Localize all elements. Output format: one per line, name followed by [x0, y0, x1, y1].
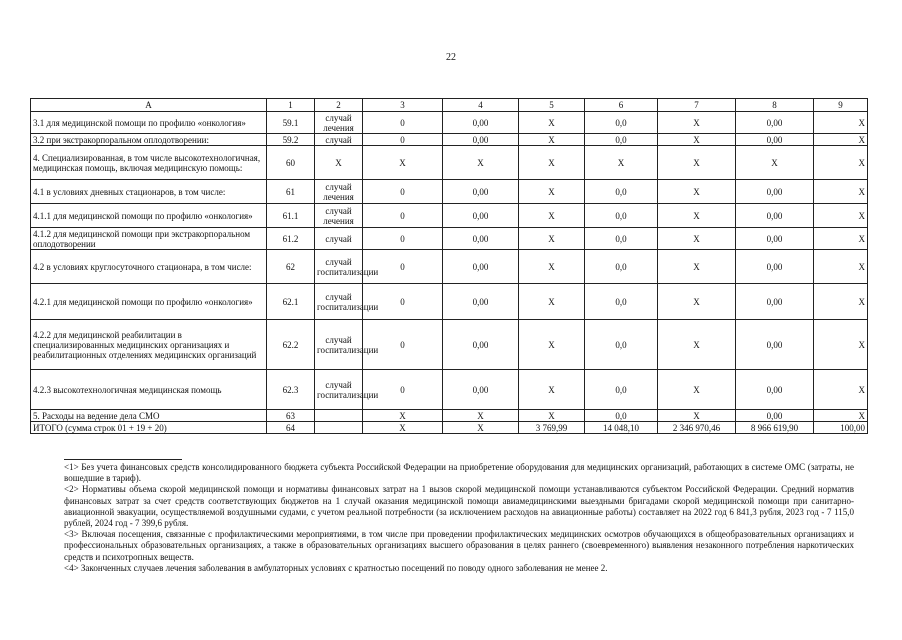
- row-col5-cell: Х: [519, 370, 585, 410]
- table-row: [31, 370, 868, 410]
- row-col4-cell: 0,00: [443, 250, 519, 284]
- row-col9-cell: Х: [814, 228, 868, 250]
- header-cell: 8: [736, 99, 814, 112]
- row-col5-cell: 3 769,99: [519, 422, 585, 434]
- financing-table: [30, 98, 868, 434]
- row-col5-cell: Х: [519, 228, 585, 250]
- row-col6-cell: 14 048,10: [585, 422, 658, 434]
- row-col8-cell: 0,00: [736, 112, 814, 134]
- footnotes: [64, 462, 854, 574]
- row-name-cell: 3.1 для медицинской помощи по профилю «онкология»: [31, 112, 267, 134]
- row-col8-cell: 8 966 619,90: [736, 422, 814, 434]
- row-col8-cell: 0,00: [736, 370, 814, 410]
- row-col7-cell: 2 346 970,46: [658, 422, 736, 434]
- row-col5-cell: Х: [519, 284, 585, 320]
- row-col4-cell: 0,00: [443, 112, 519, 134]
- row-col7-cell: Х: [658, 180, 736, 204]
- row-col9-cell: Х: [814, 410, 868, 422]
- row-col9-cell: Х: [814, 134, 868, 146]
- row-col6-cell: Х: [585, 146, 658, 180]
- row-col6-cell: 0,0: [585, 204, 658, 228]
- row-col6-cell: 0,0: [585, 228, 658, 250]
- row-col3-cell: Х: [363, 146, 443, 180]
- row-col7-cell: Х: [658, 134, 736, 146]
- row-col8-cell: 0,00: [736, 180, 814, 204]
- row-col3-cell: 0: [363, 228, 443, 250]
- row-col5-cell: Х: [519, 146, 585, 180]
- row-col3-cell: 0: [363, 204, 443, 228]
- footnote-divider: [64, 459, 182, 460]
- row-unit-cell: случай госпитализации: [315, 370, 363, 410]
- row-code-cell: 62.2: [267, 320, 315, 370]
- header-cell: А: [31, 99, 267, 112]
- row-col6-cell: 0,0: [585, 134, 658, 146]
- row-col5-cell: Х: [519, 250, 585, 284]
- table-row: [31, 284, 868, 320]
- row-unit-cell: [315, 422, 363, 434]
- table-row: [31, 146, 868, 180]
- row-col3-cell: Х: [363, 410, 443, 422]
- page-number: 22: [446, 52, 456, 63]
- footnote-3: <3> Включая посещения, связанные с профилактическими мероприятиями, в том числе при проведении профилактических медицинских осмотров обучающихся в общеобразовательных организациях и профессиональных образовательных организациях, а также в образовательных организациях высшего образования в целях раннего (своевременного) выявления незаконного потребления наркотических средств и психотропных веществ.: [64, 529, 854, 562]
- row-col4-cell: 0,00: [443, 284, 519, 320]
- table-row: [31, 180, 868, 204]
- header-cell: 7: [658, 99, 736, 112]
- row-col6-cell: 0,0: [585, 370, 658, 410]
- row-col3-cell: 0: [363, 320, 443, 370]
- row-name-cell: 4.1.1 для медицинской помощи по профилю «онкология»: [31, 204, 267, 228]
- row-col4-cell: Х: [443, 410, 519, 422]
- row-col8-cell: 0,00: [736, 204, 814, 228]
- row-name-cell: 4.1 в условиях дневных стационаров, в том числе:: [31, 180, 267, 204]
- table-row: [31, 250, 868, 284]
- row-code-cell: 59.1: [267, 112, 315, 134]
- header-cell: 9: [814, 99, 868, 112]
- row-col9-cell: Х: [814, 204, 868, 228]
- table-row: [31, 410, 868, 422]
- row-col4-cell: Х: [443, 146, 519, 180]
- row-col6-cell: 0,0: [585, 250, 658, 284]
- header-cell: 4: [443, 99, 519, 112]
- row-name-cell: ИТОГО (сумма строк 01 + 19 + 20): [31, 422, 267, 434]
- header-cell: 2: [315, 99, 363, 112]
- row-col6-cell: 0,0: [585, 410, 658, 422]
- row-col5-cell: Х: [519, 134, 585, 146]
- row-col9-cell: Х: [814, 370, 868, 410]
- row-col4-cell: 0,00: [443, 180, 519, 204]
- row-code-cell: 63: [267, 410, 315, 422]
- row-col7-cell: Х: [658, 250, 736, 284]
- row-col8-cell: 0,00: [736, 284, 814, 320]
- row-col3-cell: 0: [363, 250, 443, 284]
- row-col7-cell: Х: [658, 410, 736, 422]
- row-col5-cell: Х: [519, 320, 585, 370]
- row-code-cell: 62.3: [267, 370, 315, 410]
- row-code-cell: 61.2: [267, 228, 315, 250]
- row-code-cell: 59.2: [267, 134, 315, 146]
- row-code-cell: 62: [267, 250, 315, 284]
- row-col9-cell: Х: [814, 320, 868, 370]
- row-name-cell: 4.1.2 для медицинской помощи при экстракорпоральном оплодотворении: [31, 228, 267, 250]
- header-cell: 5: [519, 99, 585, 112]
- row-name-cell: 4. Специализированная, в том числе высокотехнологичная, медицинская помощь, включая медицинскую помощь:: [31, 146, 267, 180]
- row-col9-cell: Х: [814, 112, 868, 134]
- footnote-1: <1> Без учета финансовых средств консолидированного бюджета субъекта Российской Федерации на приобретение оборудования для медицинских организаций, работающих в системе ОМС (затраты, не вошедшие в тариф).: [64, 462, 854, 484]
- row-col4-cell: 0,00: [443, 134, 519, 146]
- row-code-cell: 62.1: [267, 284, 315, 320]
- row-name-cell: 4.2.1 для медицинской помощи по профилю «онкология»: [31, 284, 267, 320]
- row-col5-cell: Х: [519, 410, 585, 422]
- row-unit-cell: случай лечения: [315, 112, 363, 134]
- row-unit-cell: случай лечения: [315, 180, 363, 204]
- row-col3-cell: 0: [363, 370, 443, 410]
- row-col7-cell: Х: [658, 228, 736, 250]
- row-col9-cell: Х: [814, 250, 868, 284]
- row-col3-cell: 0: [363, 112, 443, 134]
- row-unit-cell: [315, 410, 363, 422]
- row-col9-cell: Х: [814, 180, 868, 204]
- row-col9-cell: Х: [814, 146, 868, 180]
- row-col6-cell: 0,0: [585, 180, 658, 204]
- table-row: [31, 320, 868, 370]
- row-unit-cell: случай госпитализации: [315, 250, 363, 284]
- row-col8-cell: 0,00: [736, 134, 814, 146]
- row-col6-cell: 0,0: [585, 284, 658, 320]
- header-cell: 3: [363, 99, 443, 112]
- row-col8-cell: 0,00: [736, 228, 814, 250]
- row-col8-cell: 0,00: [736, 410, 814, 422]
- row-code-cell: 60: [267, 146, 315, 180]
- table-row: [31, 112, 868, 134]
- row-col7-cell: Х: [658, 370, 736, 410]
- footnote-4: <4> Законченных случаев лечения заболевания в амбулаторных условиях с кратностью посещений по поводу одного заболевания не менее 2.: [64, 562, 608, 573]
- row-col7-cell: Х: [658, 112, 736, 134]
- row-col8-cell: 0,00: [736, 320, 814, 370]
- row-unit-cell: Х: [315, 146, 363, 180]
- row-col7-cell: Х: [658, 320, 736, 370]
- row-col6-cell: 0,0: [585, 112, 658, 134]
- row-col7-cell: Х: [658, 146, 736, 180]
- row-col5-cell: Х: [519, 180, 585, 204]
- row-col8-cell: 0,00: [736, 250, 814, 284]
- row-col5-cell: Х: [519, 204, 585, 228]
- row-name-cell: 5. Расходы на ведение дела СМО: [31, 410, 267, 422]
- row-col9-cell: Х: [814, 284, 868, 320]
- table-row: [31, 134, 868, 146]
- table-row: [31, 422, 868, 434]
- row-unit-cell: случай госпитализации: [315, 284, 363, 320]
- row-code-cell: 61: [267, 180, 315, 204]
- row-col5-cell: Х: [519, 112, 585, 134]
- row-col3-cell: 0: [363, 284, 443, 320]
- table-row: [31, 204, 868, 228]
- row-col4-cell: 0,00: [443, 320, 519, 370]
- row-col4-cell: 0,00: [443, 228, 519, 250]
- row-col8-cell: Х: [736, 146, 814, 180]
- row-col4-cell: 0,00: [443, 370, 519, 410]
- footnote-2: <2> Нормативы объема скорой медицинской помощи и нормативы финансовых затрат на 1 вызов скорой медицинской помощи устанавливаются субъектом Российской Федерации. Средний норматив финансовых затрат за счет средств соответствующих бюджетов на 1 случай оказания медицинской помощи авиамедицинскими выездными бригадами скорой медицинской помощи при санитарно-авиационной эвакуации, осуществляемой воздушными судами, с учетом реальной потребности (за исключением расходов на авиационные работы) составляет на 2022 год 6 841,3 рубля, 2023 год - 7 115,0 рублей, 2024 год - 7 399,6 рубля.: [64, 484, 854, 529]
- table-row: [31, 228, 868, 250]
- row-col4-cell: 0,00: [443, 204, 519, 228]
- row-name-cell: 4.2.3 высокотехнологичная медицинская помощь: [31, 370, 267, 410]
- row-name-cell: 4.2.2 для медицинской реабилитации в специализированных медицинских организациях и реабилитационных отделениях медицинских организаций: [31, 320, 267, 370]
- row-unit-cell: случай: [315, 134, 363, 146]
- row-col4-cell: Х: [443, 422, 519, 434]
- row-col7-cell: Х: [658, 284, 736, 320]
- header-cell: 6: [585, 99, 658, 112]
- row-col3-cell: 0: [363, 180, 443, 204]
- row-name-cell: 4.2 в условиях круглосуточного стационара, в том числе:: [31, 250, 267, 284]
- row-col7-cell: Х: [658, 204, 736, 228]
- table-header-row: [31, 99, 868, 112]
- row-code-cell: 64: [267, 422, 315, 434]
- row-col9-cell: 100,00: [814, 422, 868, 434]
- row-name-cell: 3.2 при экстракорпоральном оплодотворении:: [31, 134, 267, 146]
- header-cell: 1: [267, 99, 315, 112]
- row-col3-cell: 0: [363, 134, 443, 146]
- row-col6-cell: 0,0: [585, 320, 658, 370]
- row-unit-cell: случай: [315, 228, 363, 250]
- row-unit-cell: случай госпитализации: [315, 320, 363, 370]
- row-code-cell: 61.1: [267, 204, 315, 228]
- row-unit-cell: случай лечения: [315, 204, 363, 228]
- row-col3-cell: Х: [363, 422, 443, 434]
